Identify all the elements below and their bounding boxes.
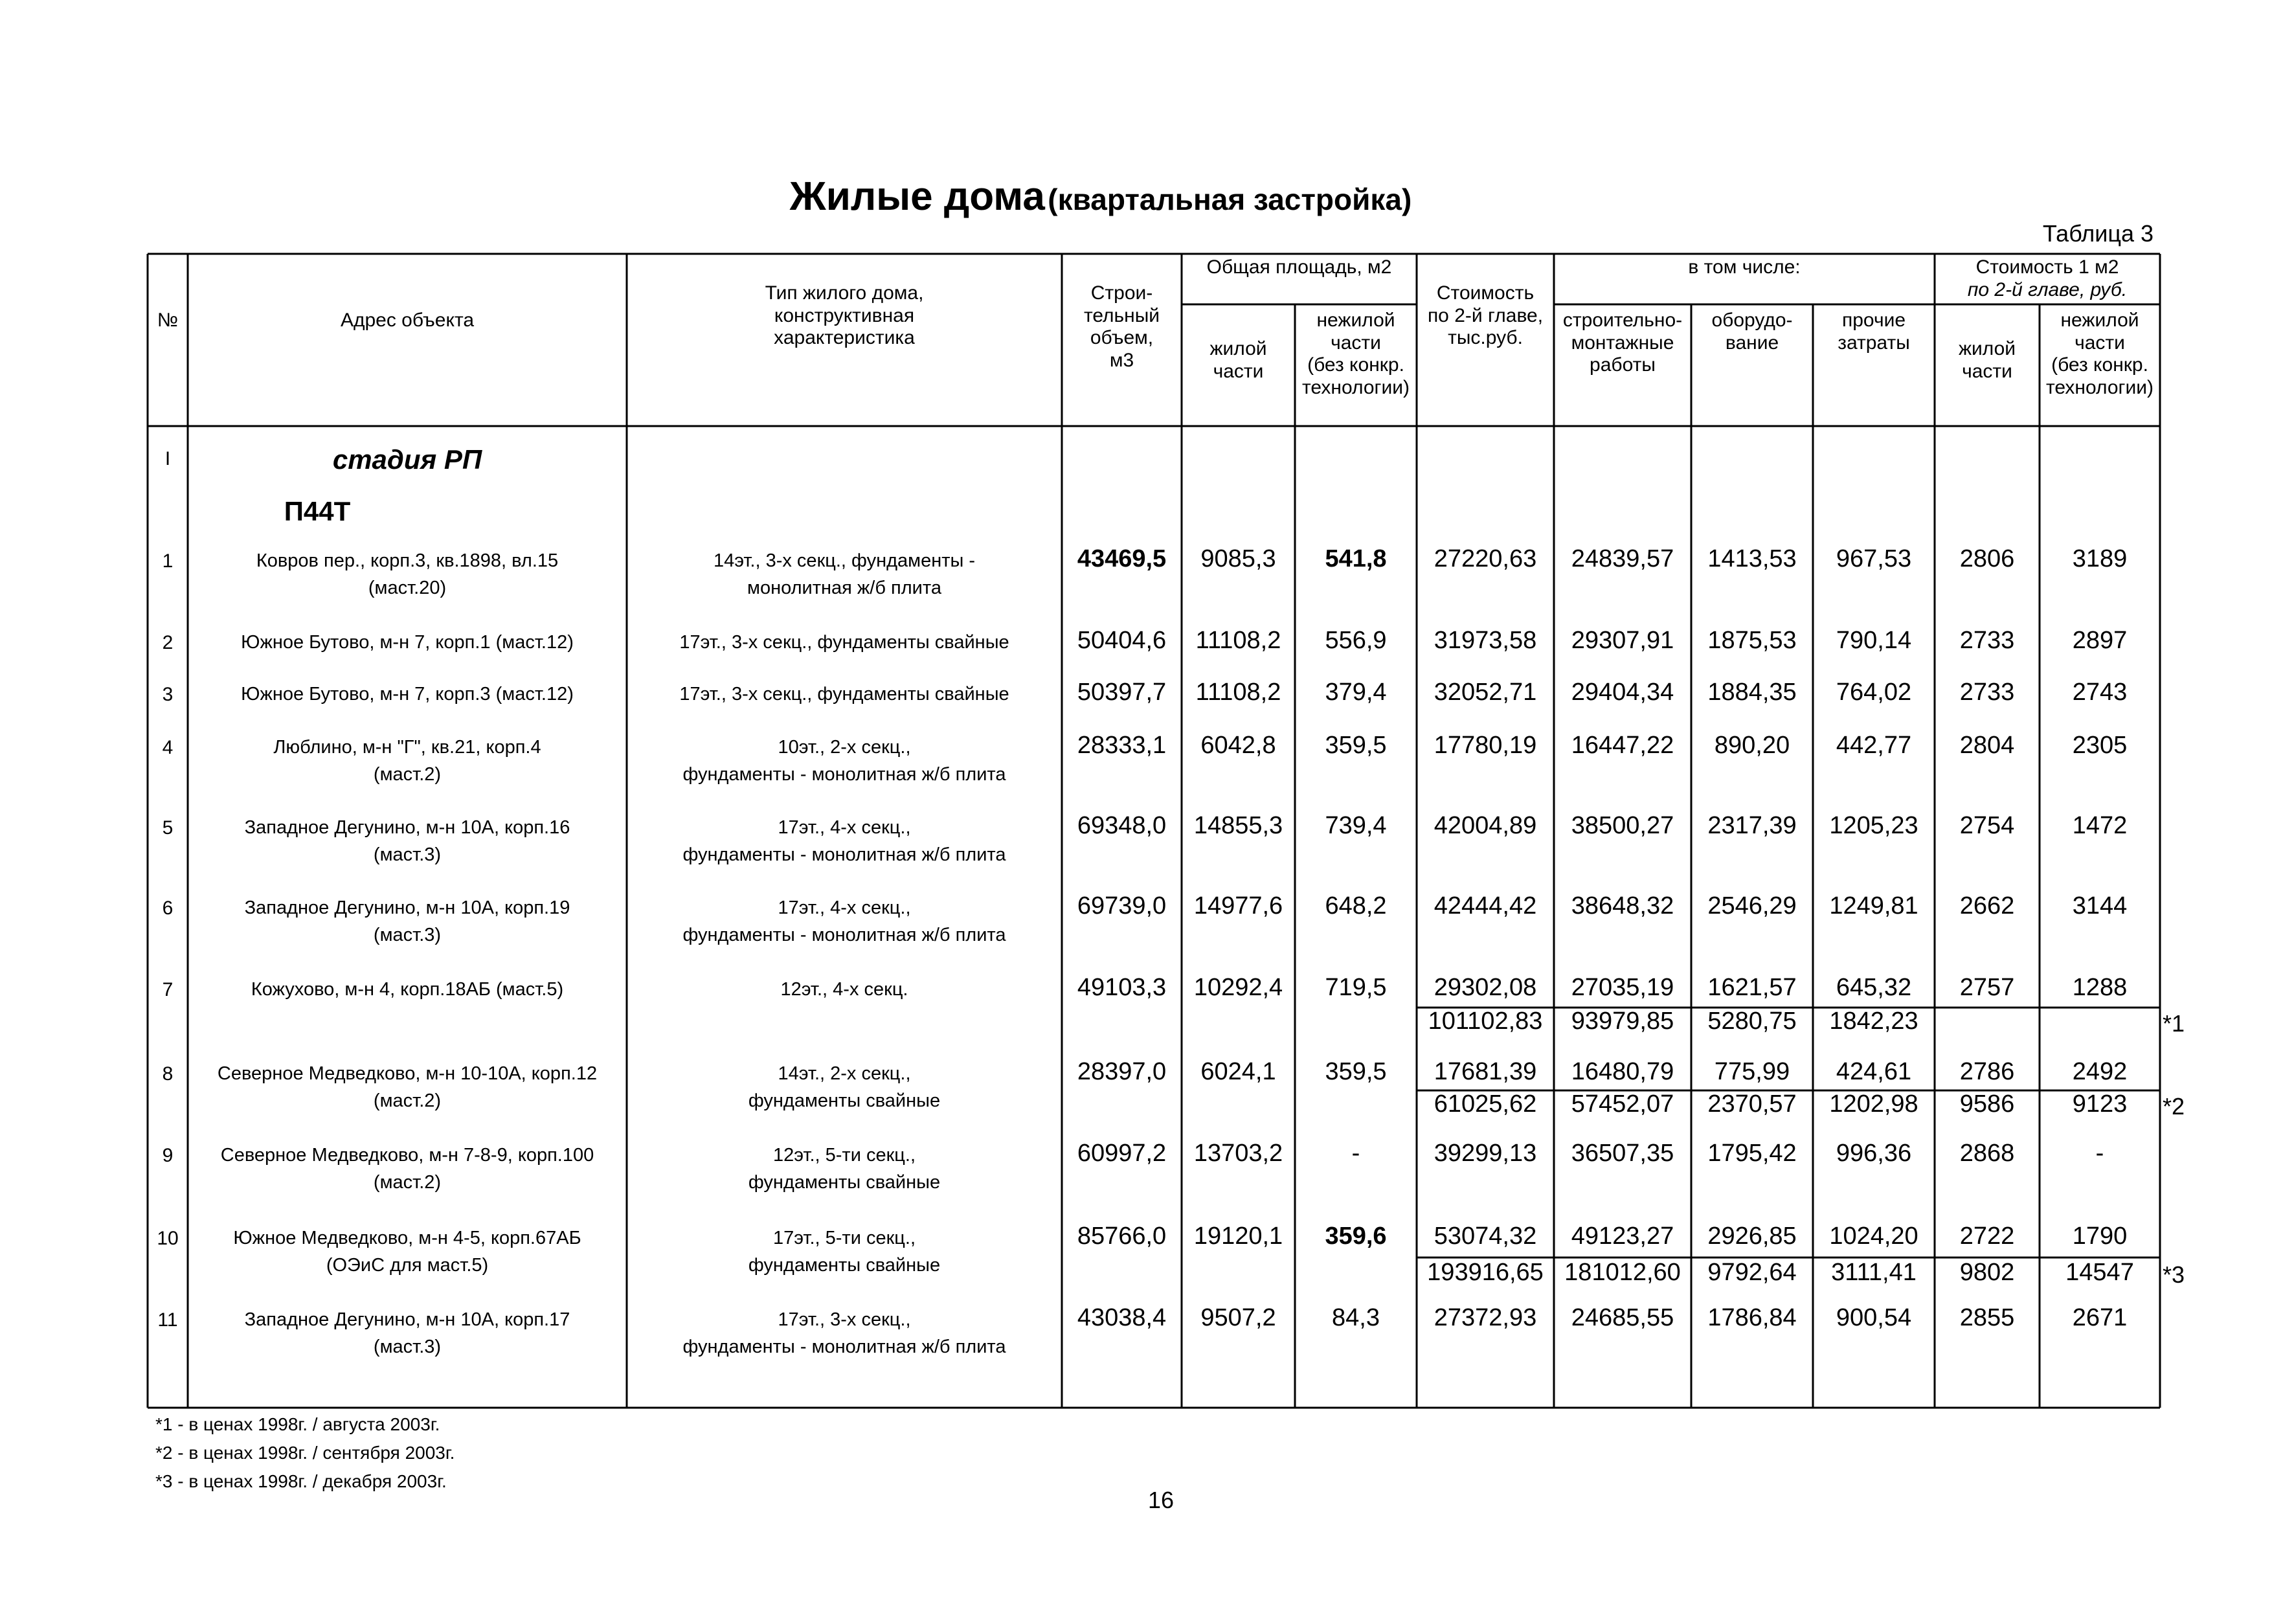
value-extra-oth: 1842,23 (1829, 1008, 1918, 1035)
address-line: Южное Бутово, м-н 7, корп.1 (маст.12) (241, 632, 574, 653)
page-number: 16 (1147, 1487, 1175, 1513)
value-vol: 60997,2 (1077, 1140, 1167, 1167)
value-nonres: 719,5 (1325, 974, 1387, 1001)
value-extra-smr: 93979,85 (1571, 1008, 1674, 1035)
value-oth: 442,77 (1836, 732, 1912, 759)
value-eq: 1875,53 (1707, 627, 1797, 654)
value-extra-smr: 181012,60 (1564, 1259, 1681, 1286)
value-smr: 16480,79 (1571, 1058, 1674, 1085)
row-number: 7 (162, 979, 174, 1000)
footnote-1: *1 - в ценах 1998г. / августа 2003г. (155, 1414, 440, 1434)
value-cost: 32052,71 (1434, 679, 1537, 706)
header-volume: Строи- тельный объем, м3 (1083, 282, 1160, 371)
value-oth: 424,61 (1836, 1058, 1912, 1085)
value-res: 14977,6 (1193, 892, 1283, 919)
type-line: фундаменты - монолитная ж/б плита (682, 844, 1006, 865)
address-line: (маст.3) (373, 925, 442, 945)
value-res: 10292,4 (1193, 974, 1283, 1001)
header-m2-res: жилой части (1958, 338, 2016, 382)
value-cost: 17681,39 (1434, 1058, 1537, 1085)
value-extra-eq: 5280,75 (1707, 1008, 1797, 1035)
value-vol: 43469,5 (1077, 545, 1167, 572)
value-oth: 790,14 (1836, 627, 1912, 654)
value-smr: 24685,55 (1571, 1304, 1674, 1331)
value-smr: 49123,27 (1571, 1223, 1674, 1250)
value-vol: 50404,6 (1077, 627, 1167, 654)
value-smr: 24839,57 (1571, 545, 1674, 572)
header-address: Адрес объекта (340, 310, 475, 331)
value-m2r: 2868 (1959, 1140, 2015, 1167)
header-other: прочие затраты (1838, 310, 1910, 354)
value-nonres: 739,4 (1325, 812, 1387, 839)
value-oth: 900,54 (1836, 1304, 1912, 1331)
header-construction: строительно- монтажные работы (1562, 310, 1683, 376)
value-cost: 29302,08 (1434, 974, 1537, 1001)
value-m2n: 2671 (2072, 1304, 2128, 1331)
title-main: Жилые дома (789, 174, 1045, 219)
type-line: 14эт., 2-х секц., (778, 1063, 911, 1084)
value-m2r: 2733 (1959, 627, 2015, 654)
value-eq: 1413,53 (1707, 545, 1797, 572)
value-res: 19120,1 (1193, 1223, 1283, 1250)
value-cost: 42004,89 (1434, 812, 1537, 839)
value-cost: 42444,42 (1434, 892, 1537, 919)
value-res: 9085,3 (1200, 545, 1276, 572)
value-eq: 890,20 (1714, 732, 1790, 759)
value-oth: 996,36 (1836, 1140, 1912, 1167)
value-m2n: 3189 (2072, 545, 2128, 572)
type-line: 17эт., 3-х секц., фундаменты свайные (679, 684, 1009, 705)
value-vol: 69348,0 (1077, 812, 1167, 839)
address-line: (маст.3) (373, 844, 442, 865)
row-number: 8 (162, 1063, 174, 1085)
address-line: (маст.2) (373, 764, 442, 785)
value-vol: 50397,7 (1077, 679, 1167, 706)
value-m2r: 2757 (1959, 974, 2015, 1001)
header-incl-group: в том числе: (1688, 256, 1801, 278)
value-smr: 36507,35 (1571, 1140, 1674, 1167)
value-extra-oth: 3111,41 (1831, 1259, 1917, 1286)
value-cost: 31973,58 (1434, 627, 1537, 654)
value-smr: 38648,32 (1571, 892, 1674, 919)
address-line: Западное Дегунино, м-н 10А, корп.17 (244, 1309, 570, 1330)
value-res: 11108,2 (1195, 627, 1281, 654)
footnote-2: *2 - в ценах 1998г. / сентября 2003г. (155, 1443, 455, 1463)
row-number: 3 (162, 684, 174, 705)
footnote-3: *3 - в ценах 1998г. / декабря 2003г. (155, 1471, 447, 1491)
address-line: Южное Медведково, м-н 4-5, корп.67АБ (233, 1228, 581, 1248)
value-nonres: - (1351, 1140, 1360, 1167)
value-m2r: 2662 (1959, 892, 2015, 919)
value-nonres: 556,9 (1325, 627, 1387, 654)
value-cost: 17780,19 (1434, 732, 1537, 759)
row-number: 4 (162, 737, 174, 758)
value-extra-m2r: 9802 (1959, 1259, 2015, 1286)
header-no: № (157, 310, 179, 331)
address-line: Люблино, м-н "Г", кв.21, корп.4 (273, 737, 541, 758)
type-line: 17эт., 4-х секц., (778, 817, 911, 838)
value-vol: 28397,0 (1077, 1058, 1167, 1085)
header-cost: Стоимость по 2-й главе, тыс.руб. (1427, 282, 1544, 348)
value-m2r: 2722 (1959, 1223, 2015, 1250)
footnote-mark: *3 (2163, 1261, 2185, 1288)
address-line: Кожухово, м-н 4, корп.18АБ (маст.5) (251, 979, 564, 1000)
type-line: фундаменты свайные (748, 1255, 941, 1276)
value-m2r: 2754 (1959, 812, 2015, 839)
stage-number: I (164, 448, 171, 469)
value-m2n: 1472 (2072, 812, 2128, 839)
type-line: 17эт., 3-х секц., фундаменты свайные (679, 632, 1009, 653)
type-line: 12эт., 4-х секц. (780, 979, 908, 1000)
value-vol: 49103,3 (1077, 974, 1167, 1001)
value-smr: 38500,27 (1571, 812, 1674, 839)
row-number: 5 (162, 817, 174, 839)
header-equipment: оборудо- вание (1711, 310, 1793, 354)
value-res: 6042,8 (1200, 732, 1276, 759)
title-sub: (квартальная застройка) (1048, 183, 1412, 216)
footnote-mark: *1 (2163, 1010, 2185, 1037)
value-eq: 1786,84 (1707, 1304, 1797, 1331)
value-res: 14855,3 (1193, 812, 1283, 839)
value-cost: 53074,32 (1434, 1223, 1537, 1250)
value-nonres: 359,5 (1325, 1058, 1387, 1085)
stage-label: стадия РП (332, 444, 482, 475)
value-eq: 1621,57 (1707, 974, 1797, 1001)
value-extra-eq: 2370,57 (1707, 1090, 1797, 1118)
value-eq: 1795,42 (1707, 1140, 1797, 1167)
row-number: 10 (157, 1228, 179, 1249)
value-eq: 2926,85 (1707, 1223, 1797, 1250)
value-vol: 69739,0 (1077, 892, 1167, 919)
header-area-res: жилой части (1209, 338, 1267, 382)
value-cost: 27372,93 (1434, 1304, 1537, 1331)
value-res: 6024,1 (1200, 1058, 1276, 1085)
address-line: (маст.20) (368, 578, 447, 598)
value-m2n: 2897 (2072, 627, 2128, 654)
address-line: (маст.2) (373, 1090, 442, 1111)
value-nonres: 541,8 (1325, 545, 1387, 572)
value-extra-m2n: 9123 (2072, 1090, 2128, 1118)
value-extra-m2n: 14547 (2065, 1259, 2134, 1286)
value-oth: 1024,20 (1829, 1223, 1918, 1250)
value-oth: 1249,81 (1829, 892, 1918, 919)
address-line: Западное Дегунино, м-н 10А, корп.16 (244, 817, 570, 838)
address-line: Южное Бутово, м-н 7, корп.3 (маст.12) (241, 684, 574, 705)
value-m2n: 1790 (2072, 1223, 2128, 1250)
value-res: 11108,2 (1195, 679, 1281, 706)
value-vol: 85766,0 (1077, 1223, 1167, 1250)
value-m2n: 1288 (2072, 974, 2128, 1001)
value-smr: 29307,91 (1571, 627, 1674, 654)
value-nonres: 359,5 (1325, 732, 1387, 759)
row-number: 9 (162, 1145, 174, 1166)
address-line: (маст.3) (373, 1336, 442, 1357)
type-line: 17эт., 4-х секц., (778, 897, 911, 918)
value-smr: 27035,19 (1571, 974, 1674, 1001)
value-oth: 967,53 (1836, 545, 1912, 572)
value-m2n: - (2095, 1140, 2104, 1167)
value-oth: 764,02 (1836, 679, 1912, 706)
header-m2-nonres: нежилой части (без конкр. технологии) (2046, 310, 2154, 398)
type-line: фундаменты - монолитная ж/б плита (682, 1336, 1006, 1357)
value-extra-eq: 9792,64 (1707, 1259, 1797, 1286)
table-label: Таблица 3 (2042, 220, 2154, 247)
type-line: фундаменты - монолитная ж/б плита (682, 764, 1006, 785)
value-eq: 775,99 (1714, 1058, 1790, 1085)
value-extra-oth: 1202,98 (1829, 1090, 1918, 1118)
value-nonres: 379,4 (1325, 679, 1387, 706)
value-oth: 1205,23 (1829, 812, 1918, 839)
page-title (712, 174, 1489, 220)
row-number: 2 (162, 632, 174, 653)
address-line: (маст.2) (373, 1172, 442, 1193)
value-m2r: 2733 (1959, 679, 2015, 706)
value-eq: 2317,39 (1707, 812, 1797, 839)
value-vol: 28333,1 (1077, 732, 1167, 759)
value-smr: 16447,22 (1571, 732, 1674, 759)
value-cost: 27220,63 (1434, 545, 1537, 572)
value-nonres: 359,6 (1325, 1223, 1387, 1250)
value-m2r: 2855 (1959, 1304, 2015, 1331)
header-m2-group: Стоимость 1 м2 по 2-й главе, руб. (1967, 256, 2128, 300)
value-m2r: 2806 (1959, 545, 2015, 572)
value-res: 13703,2 (1193, 1140, 1283, 1167)
header-type: Тип жилого дома, конструктивная характеристика (765, 282, 924, 348)
type-line: фундаменты свайные (748, 1172, 941, 1193)
value-m2n: 2492 (2072, 1058, 2128, 1085)
type-line: фундаменты - монолитная ж/б плита (682, 925, 1006, 945)
value-smr: 29404,34 (1571, 679, 1674, 706)
value-m2n: 3144 (2072, 892, 2128, 919)
value-extra-cost: 193916,65 (1427, 1259, 1544, 1286)
value-eq: 2546,29 (1707, 892, 1797, 919)
address-line: (ОЭиС для маст.5) (326, 1255, 489, 1276)
type-line: 17эт., 5-ти секц., (772, 1228, 916, 1248)
value-oth: 645,32 (1836, 974, 1912, 1001)
value-extra-cost: 101102,83 (1428, 1008, 1543, 1035)
header-area-nonres: нежилой части (без конкр. технологии) (1302, 310, 1410, 398)
footnote-mark: *2 (2163, 1093, 2185, 1120)
address-line: Северное Медведково, м-н 7-8-9, корп.100 (220, 1145, 594, 1166)
value-nonres: 84,3 (1332, 1304, 1380, 1331)
value-res: 9507,2 (1200, 1304, 1276, 1331)
row-number: 11 (157, 1309, 178, 1331)
value-m2n: 2743 (2072, 679, 2128, 706)
value-eq: 1884,35 (1707, 679, 1797, 706)
header-area-group: Общая площадь, м2 (1206, 256, 1392, 278)
address-line: Ковров пер., корп.3, кв.1898, вл.15 (256, 550, 559, 571)
type-line: 10эт., 2-х секц., (778, 737, 911, 758)
type-line: монолитная ж/б плита (747, 578, 941, 598)
address-line: Северное Медведково, м-н 10-10А, корп.12 (217, 1063, 598, 1084)
value-nonres: 648,2 (1325, 892, 1387, 919)
value-extra-m2r: 9586 (1959, 1090, 2015, 1118)
type-line: 12эт., 5-ти секц., (772, 1145, 916, 1166)
value-cost: 39299,13 (1434, 1140, 1537, 1167)
stage-series: П44Т (284, 496, 351, 526)
address-line: Западное Дегунино, м-н 10А, корп.19 (244, 897, 570, 918)
row-number: 6 (162, 897, 174, 919)
value-m2n: 2305 (2072, 732, 2128, 759)
value-m2r: 2804 (1959, 732, 2015, 759)
value-m2r: 2786 (1959, 1058, 2015, 1085)
value-extra-cost: 61025,62 (1434, 1090, 1537, 1118)
row-number: 1 (162, 550, 174, 572)
type-line: 14эт., 3-х секц., фундаменты - (713, 550, 976, 571)
value-vol: 43038,4 (1077, 1304, 1167, 1331)
type-line: 17эт., 3-х секц., (778, 1309, 911, 1330)
type-line: фундаменты свайные (748, 1090, 941, 1111)
value-extra-smr: 57452,07 (1571, 1090, 1674, 1118)
